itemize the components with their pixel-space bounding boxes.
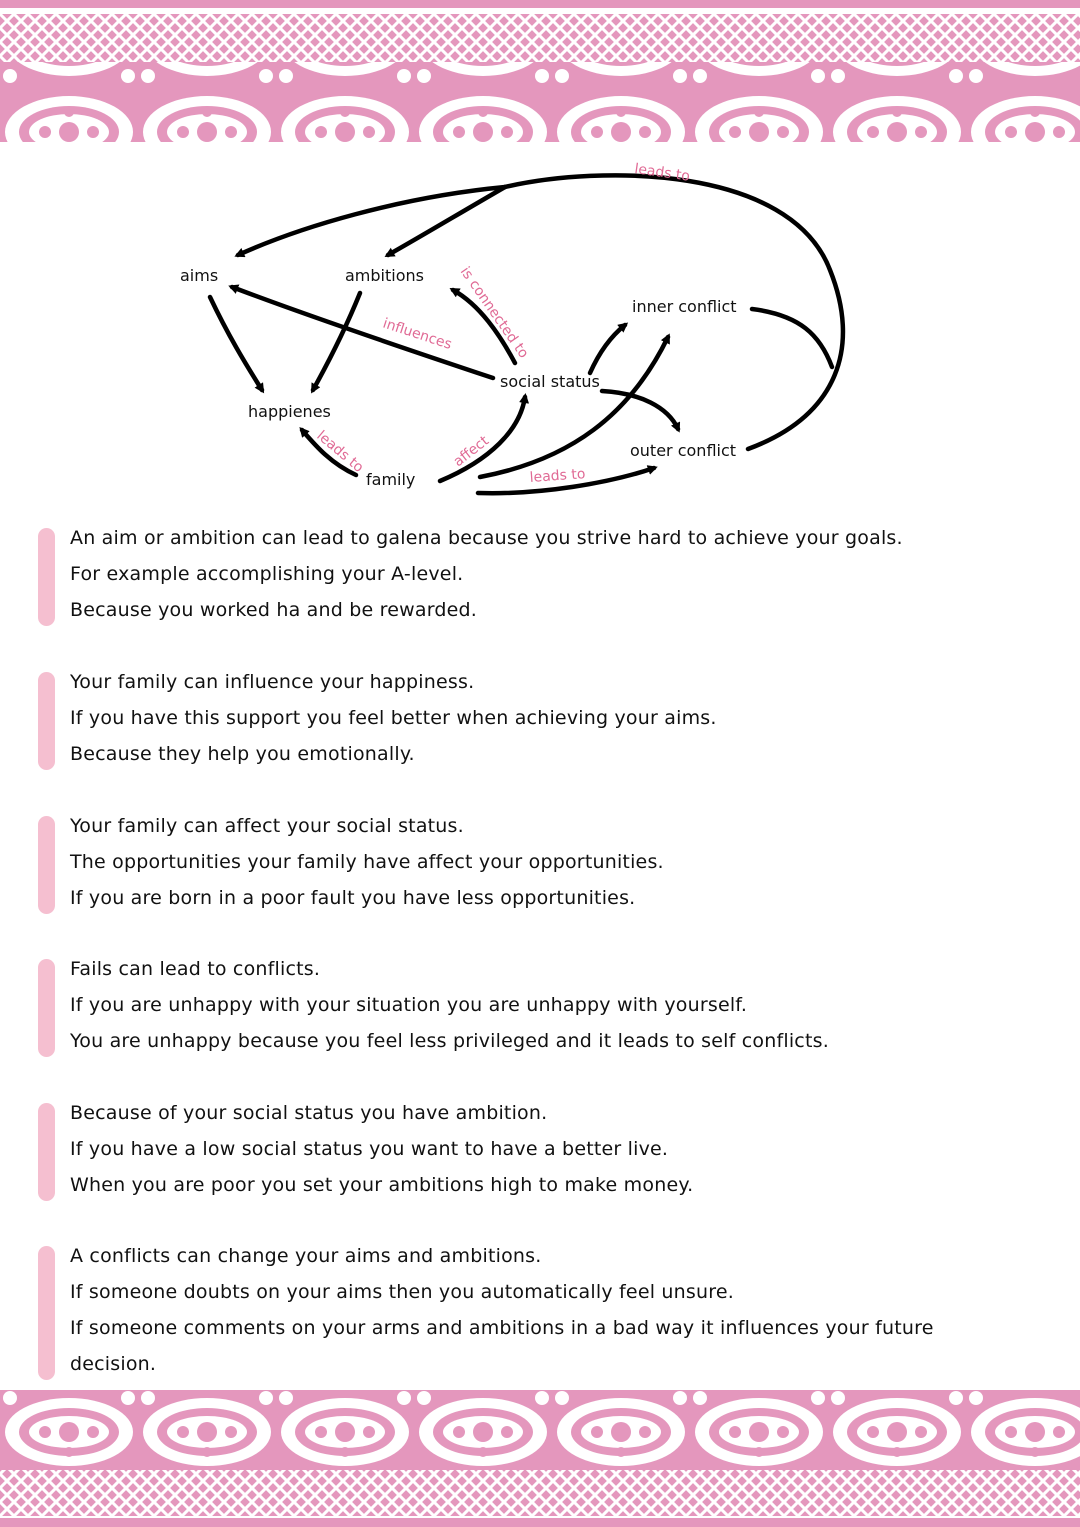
- node-outer-conflict: outer conflict: [630, 441, 737, 460]
- concept-diagram: [0, 145, 1080, 505]
- edge-to-aims: [238, 187, 505, 255]
- note-block: [38, 1238, 1038, 1382]
- note-accent-bar: [38, 816, 55, 914]
- note-line: If you have this support you feel better when achieving your aims.: [70, 707, 717, 729]
- note-block: [38, 664, 1038, 772]
- note-line: A conflicts can change your aims and ambitions.: [70, 1245, 542, 1267]
- note-line: If you are born in a poor fault you have less opportunities.: [70, 887, 636, 909]
- note-line: If you have a low social status you want to have a better live.: [70, 1138, 669, 1160]
- edge-ambitions-to-happienes: [313, 293, 360, 390]
- note-accent-bar: [38, 1103, 55, 1201]
- edge-label-leads-to-family: leads to: [313, 427, 367, 476]
- note-line: Because you worked ha and be rewarded.: [70, 599, 478, 621]
- note-line: decision.: [70, 1353, 157, 1375]
- edge-social-status-to-aims: [232, 287, 493, 378]
- edge-social-status-to-outer-conflict: [602, 391, 678, 429]
- edge-to-ambitions: [388, 187, 505, 255]
- node-social-status: social status: [500, 372, 600, 391]
- edge-inner-conflict-to-loop: [752, 309, 832, 367]
- note-line: The opportunities your family have affect your opportunities.: [70, 851, 664, 873]
- edge-social-status-to-inner-conflict: [590, 325, 625, 373]
- edge-label-influences: influences: [380, 315, 454, 353]
- node-happienes: happienes: [248, 402, 331, 421]
- note-line: Your family can affect your social status.: [70, 815, 464, 837]
- node-family: family: [366, 470, 416, 489]
- note-block: [38, 951, 1038, 1059]
- note-line: Fails can lead to conflicts.: [70, 958, 321, 980]
- note-line: If you are unhappy with your situation you are unhappy with yourself.: [70, 994, 748, 1016]
- note-line: If someone comments on your arms and ambitions in a bad way it influences your future: [70, 1317, 934, 1339]
- note-line: If someone doubts on your aims then you automatically feel unsure.: [70, 1281, 734, 1303]
- note-line: Because they help you emotionally.: [70, 743, 415, 765]
- edge-label-affect: affect: [450, 432, 493, 471]
- node-inner-conflict: inner conflict: [632, 297, 737, 316]
- note-accent-bar: [38, 528, 55, 626]
- note-line: You are unhappy because you feel less privileged and it leads to self conflicts.: [70, 1030, 829, 1052]
- note-line: An aim or ambition can lead to galena because you strive hard to achieve your goals.: [70, 527, 903, 549]
- lace-border-bottom: [0, 1390, 1080, 1527]
- note-accent-bar: [38, 672, 55, 770]
- note-line: When you are poor you set your ambitions high to make money.: [70, 1174, 694, 1196]
- note-accent-bar: [38, 1246, 55, 1380]
- lace-border-top: [0, 0, 1080, 142]
- note-line: Your family can influence your happiness.: [70, 671, 475, 693]
- note-block: [38, 520, 1038, 628]
- note-line: For example accomplishing your A-level.: [70, 563, 464, 585]
- note-block: [38, 1095, 1038, 1203]
- edge-aims-to-happienes: [210, 297, 262, 390]
- edge-label-leads-to-top: leads to: [633, 161, 691, 185]
- node-ambitions: ambitions: [345, 266, 424, 285]
- edge-label-leads-to-bottom: leads to: [529, 466, 586, 486]
- note-accent-bar: [38, 959, 55, 1057]
- edge-label-is-connected-to: is connected to: [456, 264, 532, 362]
- note-line: Because of your social status you have ambition.: [70, 1102, 548, 1124]
- node-aims: aims: [180, 266, 219, 285]
- note-block: [38, 808, 1038, 916]
